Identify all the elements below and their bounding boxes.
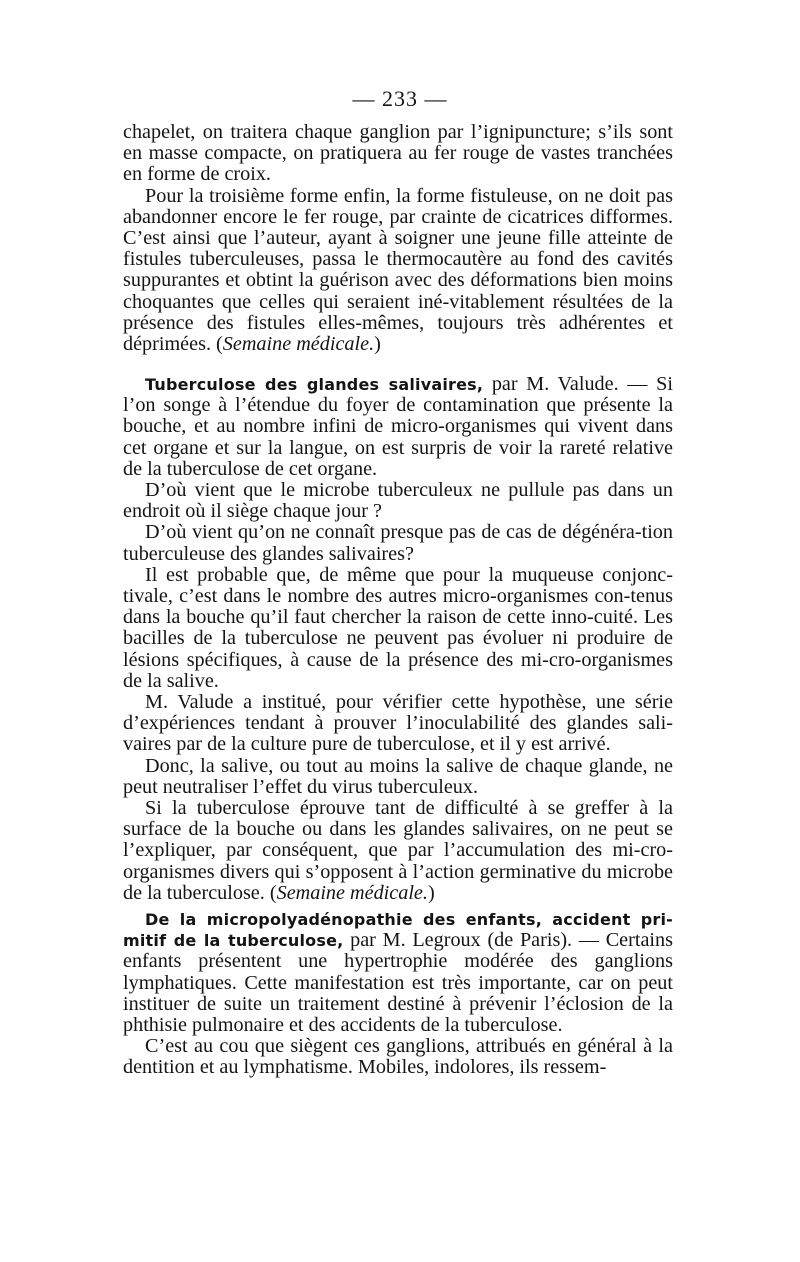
paragraph: M. Valude a institué, pour vérifier cette hypothèse, une série d’expériences tendant à prouver l’inoculabilité des glandes sali-vaires par de la culture pure de tuberculose, et il y est arrivé. bbox=[123, 691, 673, 756]
paragraph-close: ) bbox=[374, 333, 381, 356]
paragraph-text: par M. Legroux (de Paris). — Certains enfants présentent une hypertrophie modérée des ganglions lymphatiques. Cette manifestation est très importante, car on peut instituer de suite un traitement destiné à prévenir l’éclosion de la phthisie pulmonaire et des accidents de la tuberculose. bbox=[123, 929, 673, 1037]
page-number: — 233 — bbox=[352, 86, 448, 111]
paragraph: D’où vient que le microbe tuberculeux ne pullule pas dans un endroit où il siège chaque jour ? bbox=[123, 479, 673, 523]
paragraph: Il est probable que, de même que pour la muqueuse conjonc-tivale, c’est dans le nombre des autres micro-organismes con-tenus dans la bouche qu’il faut chercher la raison de cette inno-cuité. Les bacilles de la tuberculose ne peuvent pas évoluer ni produire de lésions spécifiques, à cause de la présence des mi-cro-organismes de la salive. bbox=[123, 563, 673, 692]
paragraph: Donc, la salive, ou tout au moins la salive de chaque glande, ne peut neutraliser l’effet du virus tuberculeux. bbox=[123, 754, 673, 798]
source-citation: Semaine médicale. bbox=[222, 333, 375, 356]
paragraph-text: Si la tuberculose éprouve tant de difficulté à se greffer à la surface de la bouche ou dans les glandes salivaires, on ne peut se l’expliquer, par conséquent, que par l’accumulation des mi-cro-organismes divers qui s’opposent à l’action germinative du microbe de la tuberculose. ( bbox=[123, 797, 673, 904]
section-micropolyadenopathie bbox=[123, 909, 673, 1079]
source-citation: Semaine médicale. bbox=[276, 881, 428, 904]
section-heading: De la micropolyadénopathie des enfants, accident pri-mitif de la tuberculose, bbox=[123, 910, 673, 951]
section-heading: Tuberculose des glandes salivaires, bbox=[145, 375, 484, 394]
paragraph-text: Pour la troisième forme enfin, la forme fistuleuse, on ne doit pas abandonner encore le fer rouge, par crainte de cicatrices difformes. C’est ainsi que l’auteur, ayant à soigner une jeune fille atteinte de fistules tuberculeuses, passa le thermocautère au fond des cavités suppurantes et obtint la guérison avec des déformations bien moins choquantes que celles qui seraient iné-vitablement résultées de la présence des fistules elles-mêmes, toujours très adhérentes et déprimées. ( bbox=[123, 184, 673, 356]
paragraph bbox=[123, 374, 673, 480]
paragraph bbox=[123, 909, 673, 1036]
paragraph-text: par M. Valude. — Si l’on songe à l’étendue du foyer de contamination que présente la bouche, et au nombre infini de micro-organismes qui vivent dans cet organe et sur la langue, on est surpris de voir la rareté relative de la tuberculose de cet organe. bbox=[123, 373, 673, 480]
paragraph-close: ) bbox=[427, 881, 435, 904]
section-glandes-salivaires bbox=[123, 374, 673, 904]
paragraph: C’est au cou que siègent ces ganglions, attribués en général à la dentition et au lymphatisme. Mobiles, indolores, ils ressem- bbox=[123, 1035, 673, 1079]
paragraph: D’où vient qu’on ne connaît presque pas de cas de dégénéra-tion tuberculeuse des glandes salivaires? bbox=[123, 521, 673, 565]
paragraph bbox=[123, 186, 673, 356]
paragraph: chapelet, on traitera chaque ganglion par l’ignipuncture; s’ils sont en masse compacte, on pratiquera au fer rouge de vastes tranchées en forme de croix. bbox=[123, 121, 673, 186]
paragraph bbox=[123, 798, 673, 904]
section-ganglions-treatment bbox=[123, 122, 673, 355]
